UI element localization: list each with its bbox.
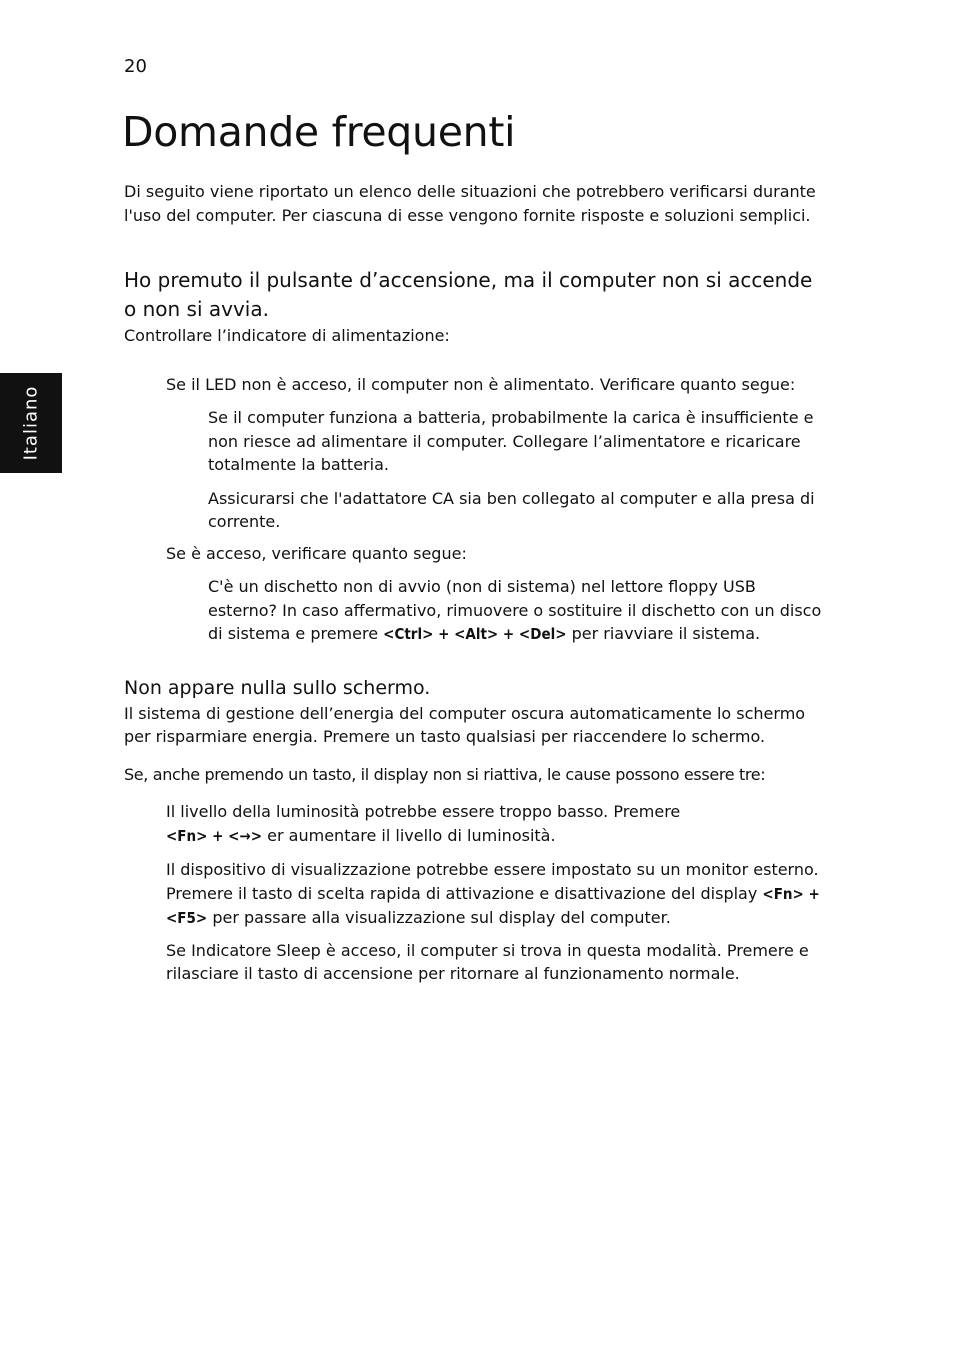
- led-off-text: Se il LED non è acceso, il computer non è alimentato. Verificare quanto segue:: [166, 374, 796, 394]
- brightness-text: [166, 800, 824, 848]
- sleep-text: Se Indicatore Sleep è acceso, il computer si trova in questa modalità. Premere e rilasciare il tasto di accensione per ritornare al funzionamento normale.: [166, 940, 809, 983]
- external-display-text: [166, 858, 824, 931]
- section-heading-power: Ho premuto il pulsante d’accensione, ma il computer non si accende o non si avvia.: [124, 268, 813, 321]
- display-toggle-shortcut: <Fn> + <F5>: [166, 884, 820, 927]
- external-text-part1: Il dispositivo di visualizzazione potrebbe essere impostato su un monitor esterno. Premere il tasto di scelta rapida di attivazione e disattivazione del display: [166, 860, 819, 903]
- power-indicator-lead: Controllare l’indicatore di alimentazione:: [124, 326, 450, 345]
- restart-shortcut: <Ctrl> + <Alt> + <Del>: [383, 625, 567, 643]
- page-content: [124, 180, 824, 986]
- brightness-shortcut: <Fn> + <→>: [166, 826, 263, 845]
- brightness-text-part1: Il livello della luminosità potrebbe essere troppo basso. Premere: [166, 802, 681, 821]
- floppy-text-part2: per riavviare il sistema.: [566, 624, 761, 643]
- adapter-text: Assicurarsi che l'adattatore CA sia ben collegato al computer e alla presa di corrente.: [208, 488, 815, 531]
- external-text-part2: per passare alla visualizzazione sul display del computer.: [207, 908, 671, 927]
- floppy-text-part1: C'è un dischetto non di avvio (non di sistema) nel lettore floppy USB esterno? In caso affermativo, rimuovere o sostituire il dischetto con un disco di sistema e premere: [208, 577, 822, 643]
- language-side-tab: [0, 373, 62, 473]
- floppy-text: [208, 575, 824, 647]
- battery-text: Se il computer funziona a batteria, probabilmente la carica è insufficiente e non riesce ad alimentare il computer. Collegare l’alimentatore e ricaricare totalmente la batteria.: [208, 408, 814, 474]
- page-title: Domande frequenti: [122, 108, 516, 156]
- side-tab-label: Italiano: [20, 385, 42, 461]
- intro-paragraph: Di seguito viene riportato un elenco delle situazioni che potrebbero verificarsi durante l'uso del computer. Per ciascuna di esse vengono fornite risposte e soluzioni semplici.: [124, 182, 816, 225]
- brightness-text-part2: er aumentare il livello di luminosità.: [262, 825, 556, 845]
- section-heading-screen: Non appare nulla sullo schermo.: [124, 676, 431, 699]
- page-number: 20: [124, 56, 147, 77]
- led-on-text: Se è acceso, verificare quanto segue:: [166, 543, 467, 563]
- causes-text: Se, anche premendo un tasto, il display non si riattiva, le cause possono essere tre:: [124, 764, 766, 784]
- power-management-text: Il sistema di gestione dell’energia del computer oscura automaticamente lo schermo per risparmiare energia. Premere un tasto qualsiasi per riaccendere lo schermo.: [124, 703, 806, 746]
